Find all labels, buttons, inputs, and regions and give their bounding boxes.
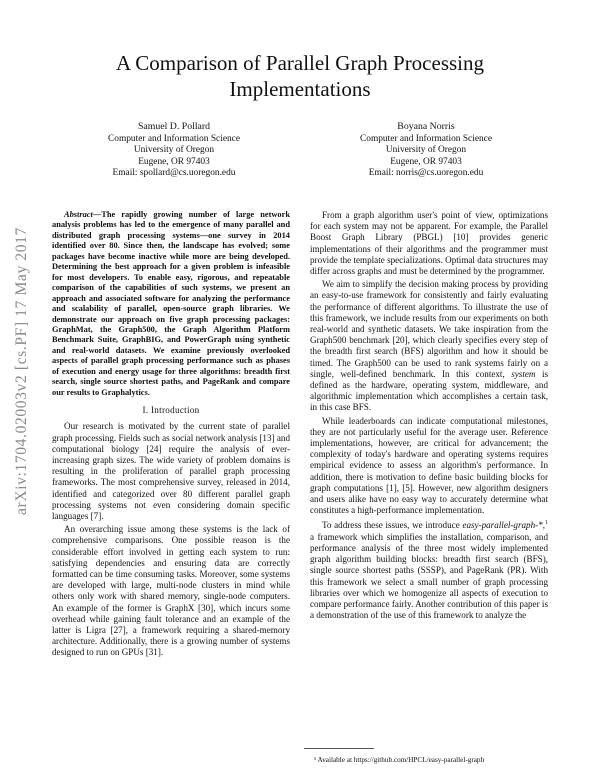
author-department: Computer and Information Science bbox=[360, 133, 492, 144]
framework-name: easy-parallel-graph-* bbox=[462, 520, 543, 531]
author-university: University of Oregon bbox=[133, 145, 215, 156]
author-block-2 bbox=[316, 121, 536, 180]
emphasis: system bbox=[511, 368, 536, 379]
author-block-1 bbox=[64, 121, 284, 180]
footnote-marker: 1 bbox=[545, 520, 548, 527]
right-column bbox=[310, 210, 548, 623]
abstract-text: The rapidly growing number of large network analysis problems has led to the emergence of many parallel and distributed graph processing systems—one survey in 2014 identified over 80. Since then, the landscape has evolved; some packages have become inactive while more are being developed. Determining the best approach for a given problem is infeasible for most developers. To enable easy, rigorous, and repeatable comparison of the capabilities of such systems, we present an approach and associated software for analyzing the performance and scalability of parallel, open-source graph libraries. We demonstrate our approach on five graph processing packages: GraphMat, the Graph500, the Graph Algorithm Platform Benchmark Suite, GraphBIG, and PowerGraph using synthetic and real-world datasets. We examine previously overlooked aspects of parallel graph processing performance such as phases of execution and energy usage for three algorithms: breadth first search, single source shortest paths, and PageRank and compare our results to Graphalytics. bbox=[52, 210, 290, 397]
author-email: Email: norris@cs.uoregon.edu bbox=[368, 168, 484, 179]
author-name: Samuel D. Pollard bbox=[137, 121, 211, 132]
footnote-rule bbox=[304, 748, 374, 749]
author-university: University of Oregon bbox=[385, 145, 467, 156]
paragraph: We aim to simplify the decision making process by providing an easy-to-use framework for consistently and fairly evaluating the performance of different algorithms. To illustrate the use of this framework, we include results from our experiments on both real-world and synthetic datasets. We take inspiration from the Graph500 benchmark [20], which clearly specifies every step of the breadth first search (BFS) algorithm and how it should be timed. The Graph500 can be used to rank systems fairly on a single, well-defined benchmark. In this context, system is defined as the hardware, operating system, middleware, and algorithmic implementation which accomplishes a certain task, in this case BFS. bbox=[310, 279, 549, 413]
left-column bbox=[52, 210, 290, 661]
section-heading: I. Introduction bbox=[142, 405, 200, 416]
paper-title: A Comparison of Parallel Graph Processing Implementations bbox=[115, 51, 485, 101]
paragraph: To address these issues, we introduce easy-parallel-graph-*,$^1$ a framework which simplifies the installation, comparison, and performance analysis of the three most widely implemented graph algorithm building blocks: breadth first search (BFS), single source shortest paths (SSSP), and PageRank (PR). With this framework we select a small number of graph processing libraries over which we homogenize all aspects of execution to compare performance fairly. Another contribution of this paper is a demonstration of the use of this framework to analyze the bbox=[310, 520, 548, 621]
author-city: Eugene, OR 97403 bbox=[390, 156, 462, 167]
abstract-label: Abstract— bbox=[64, 210, 102, 219]
author-department: Computer and Information Science bbox=[108, 133, 240, 144]
abstract bbox=[52, 210, 290, 398]
author-name: Boyana Norris bbox=[397, 121, 455, 132]
paragraph: An overarching issue among these systems is the lack of comprehensive comparisons. One possible reason is the considerable effort involved in getting each system to run: satisfying dependencies and ensuring data are correctly formatted can be time consuming tasks. Moreover, some systems are developed with large, multi-node clusters in mind while others only work with shared memory, single-node computers. An example of the former is GraphX [30], which incurs some overhead while gaining fault tolerance and an example of the latter is Ligra [27], a framework requiring a shared-memory architecture. Additionally, there is a growing number of systems designed to run on GPUs [31]. bbox=[52, 524, 290, 658]
author-email: Email: spollard@cs.uoregon.edu bbox=[112, 168, 236, 179]
footnote: ¹ Available at https://github.com/HPCL/easy-parallel-graph bbox=[314, 756, 485, 764]
paragraph: Our research is motivated by the current state of parallel graph processing. Fields such as social network analysis [13] and computational biology [24] require the analysis of ever-increasing graph sizes. The wide variety of problem domains is resulting in the proliferation of parallel graph processing frameworks. The most comprehensive survey, released in 2014, identified and categorized over 80 different parallel graph processing systems not even considering domain specific languages [7]. bbox=[52, 421, 290, 521]
author-city: Eugene, OR 97403 bbox=[138, 156, 210, 167]
arxiv-identifier: arXiv:1704.02003v2 [cs.PF] 17 May 2017 bbox=[13, 227, 30, 515]
paragraph: While leaderboards can indicate computational milestones, they are not particularly useful for the average user. Reference implementations, however, are critical for advancement; the complexity of today's hardware and operating systems requires empirical evidence to assess an algorithm's performance. In addition, there is motivation to define basic building blocks for graph computations [1], [5]. However, new algorithm designers and users alike have no easy way to accurately determine what constitutes a high-performance implementation. bbox=[310, 415, 548, 516]
paragraph: From a graph algorithm user's point of view, optimizations for each system may not be apparent. For example, the Parallel Boost Graph Library (PBGL) [10] provides generic implementations of their algorithms and the programmer must provide the template specializations. Optimal data structures may differ across graphs and must be determined by the programmer. bbox=[310, 210, 548, 277]
